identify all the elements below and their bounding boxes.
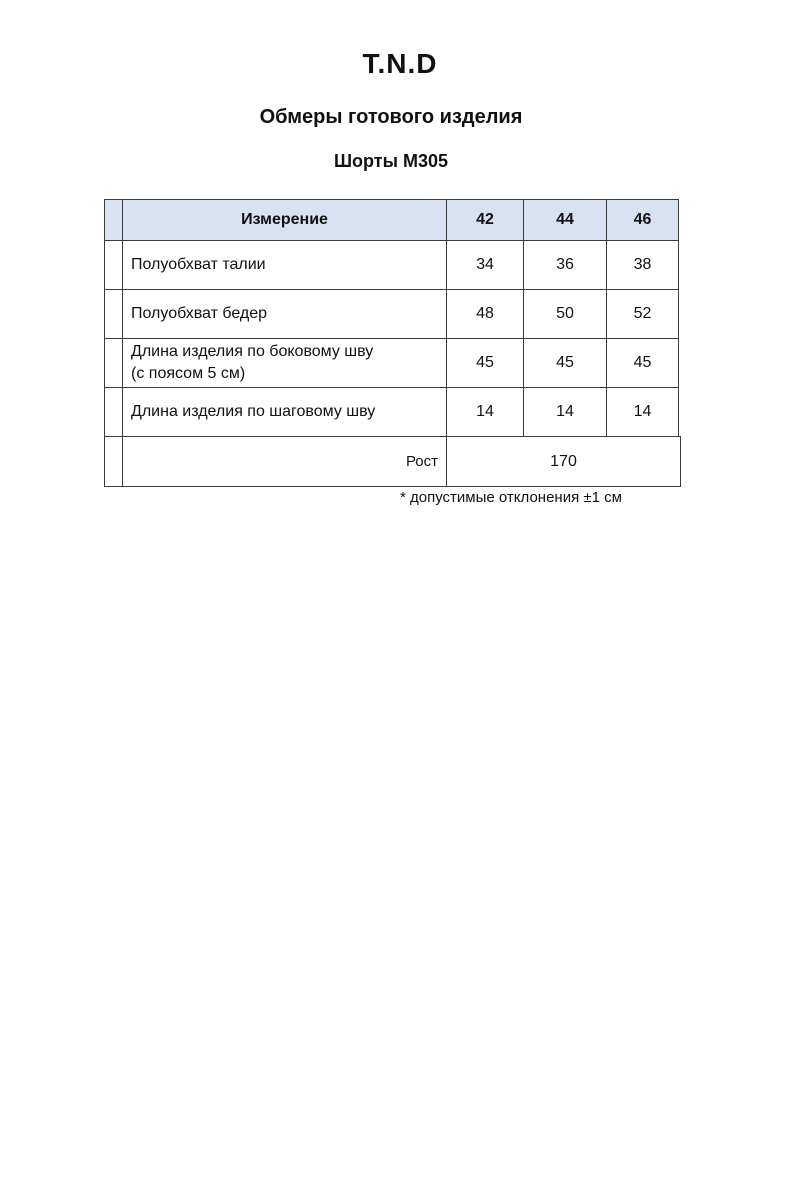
header-size-46: 46 (606, 199, 679, 241)
row-label-side-length-line1: Длина изделия по боковому шву (131, 343, 374, 360)
table-row-marker (104, 338, 123, 388)
value-hips-42: 48 (446, 289, 524, 339)
table-row-marker (104, 240, 123, 290)
table-row-marker (104, 387, 123, 437)
value-height: 170 (446, 436, 681, 487)
value-side-length-42: 45 (446, 338, 524, 388)
table-row-marker (104, 289, 123, 339)
value-hips-44: 50 (523, 289, 607, 339)
value-side-length-46: 45 (606, 338, 679, 388)
header-size-42: 42 (446, 199, 524, 241)
value-waist-46: 38 (606, 240, 679, 290)
row-label-waist: Полуобхват талии (122, 240, 447, 290)
row-label-inseam-length: Длина изделия по шаговому шву (122, 387, 447, 437)
row-label-side-length-line2: (с поясом 5 см) (131, 365, 246, 382)
table-row-marker (104, 436, 123, 487)
tolerance-footnote: * допустимые отклонения ±1 см (400, 489, 622, 506)
row-label-height: Рост (122, 436, 447, 487)
value-side-length-44: 45 (523, 338, 607, 388)
row-label-hips: Полуобхват бедер (122, 289, 447, 339)
value-inseam-42: 14 (446, 387, 524, 437)
header-measurement: Измерение (122, 199, 447, 241)
value-inseam-44: 14 (523, 387, 607, 437)
value-waist-44: 36 (523, 240, 607, 290)
value-waist-42: 34 (446, 240, 524, 290)
value-hips-46: 52 (606, 289, 679, 339)
product-name: Шорты М305 (333, 151, 449, 171)
brand-name: T.N.D (362, 48, 438, 79)
table-row-marker (104, 199, 123, 241)
document-title: Обмеры готового изделия (259, 106, 523, 128)
header-size-44: 44 (523, 199, 607, 241)
value-inseam-46: 14 (606, 387, 679, 437)
row-label-side-length (122, 338, 447, 388)
